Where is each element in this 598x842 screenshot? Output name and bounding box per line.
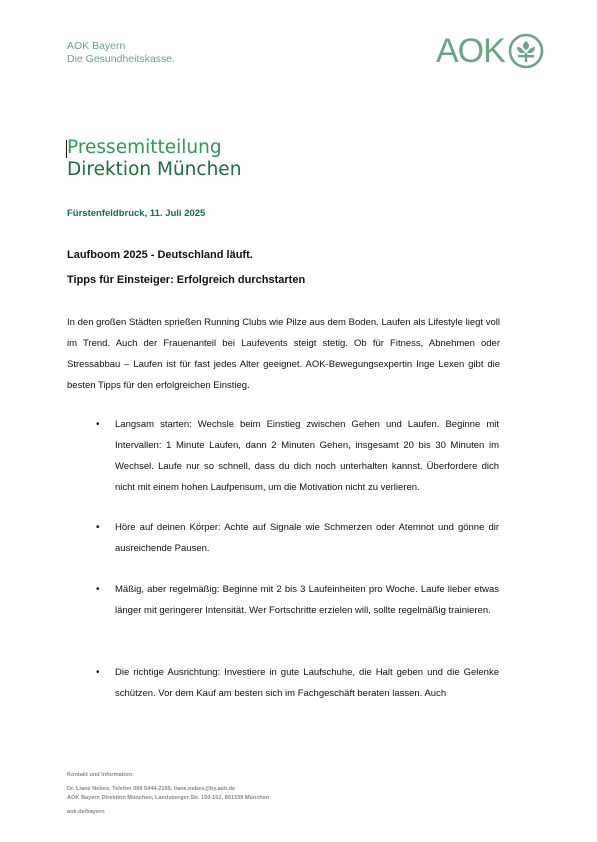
list-item	[96, 662, 499, 704]
logo-wordmark: AOK	[436, 32, 505, 70]
aok-logo	[436, 32, 544, 70]
list-item	[96, 414, 499, 498]
list-item	[96, 579, 499, 621]
intro-paragraph: In den großen Städten sprießen Running Clubs wie Pilze aus dem Boden. Laufen als Lifestyle liegt voll im Trend. Auch der Frauenanteil bei Laufevents steigt stetig. Ob für Fitness, Abnehmen oder Stressabbau – Laufen ist für fast jedes Alter geeignet. AOK-Bewegungsexpertin Inge Lexen gibt die besten Tipps für den erfolgreichen Einstieg.	[67, 317, 500, 391]
bullet-icon: •	[96, 584, 100, 595]
brand-name: AOK Bayern	[67, 40, 126, 52]
brand-slogan: Die Gesundheitskasse.	[67, 53, 175, 65]
bullet-icon: •	[96, 522, 100, 533]
headline-sub: Tipps für Einsteiger: Erfolgreich durchstarten	[67, 274, 306, 286]
document-title	[67, 137, 241, 181]
footer-contact	[67, 771, 269, 817]
footer-label: Kontakt und Information:	[67, 772, 134, 778]
title-directorate: Direktion München	[67, 159, 242, 180]
list-item-text: Die richtige Ausrichtung: Investiere in gute Laufschuhe, die Halt geben und die Gelenke schützen. Vor dem Kauf am besten sich im Fachgeschäft beraten lassen. Auch	[115, 667, 499, 699]
list-item	[96, 517, 499, 559]
headline-main: Laufboom 2025 - Deutschland läuft.	[67, 249, 253, 261]
list-item-text: Höre auf deinen Körper: Achte auf Signale wie Schmerzen oder Atemnot und gönne dir ausreichende Pausen.	[115, 522, 499, 554]
footer-website: aok.de/bayern	[67, 809, 105, 815]
footer-address: AOK Bayern Direktion München, Landsberger Str. 150-152, 801339 München	[67, 795, 270, 801]
brand-block	[67, 40, 175, 66]
bullet-icon: •	[96, 419, 100, 430]
footer-contact-person: Dr. Liane Nebes, Telefon 089 5444-2195, liane.nebes@by.aok.de	[67, 786, 236, 792]
aok-tree-emblem-icon	[508, 33, 544, 69]
list-item-text: Mäßig, aber regelmäßig: Beginne mit 2 bis 3 Laufeinheiten pro Woche. Laufe lieber etwas länger mit geringerer Intensität. Wer Fortschritte erzielen will, sollte regelmäßig trainieren.	[115, 584, 499, 616]
dateline: Fürstenfeldbruck, 11. Juli 2025	[67, 208, 206, 219]
bullet-icon: •	[96, 667, 100, 678]
list-item-text: Langsam starten: Wechsle beim Einstieg zwischen Gehen und Laufen. Beginne mit Intervallen: 1 Minute Laufen, dann 2 Minuten Gehen, insgesamt 20 bis 30 Minuten im Wechsel. Laufe nur so schnell, dass du dich noch unterhalten kannst. Überfordere dich nicht mit einem hohen Laufpensum, um die Motivation nicht zu verlieren.	[115, 419, 499, 493]
title-press-release: Pressemitteilung	[67, 137, 222, 158]
